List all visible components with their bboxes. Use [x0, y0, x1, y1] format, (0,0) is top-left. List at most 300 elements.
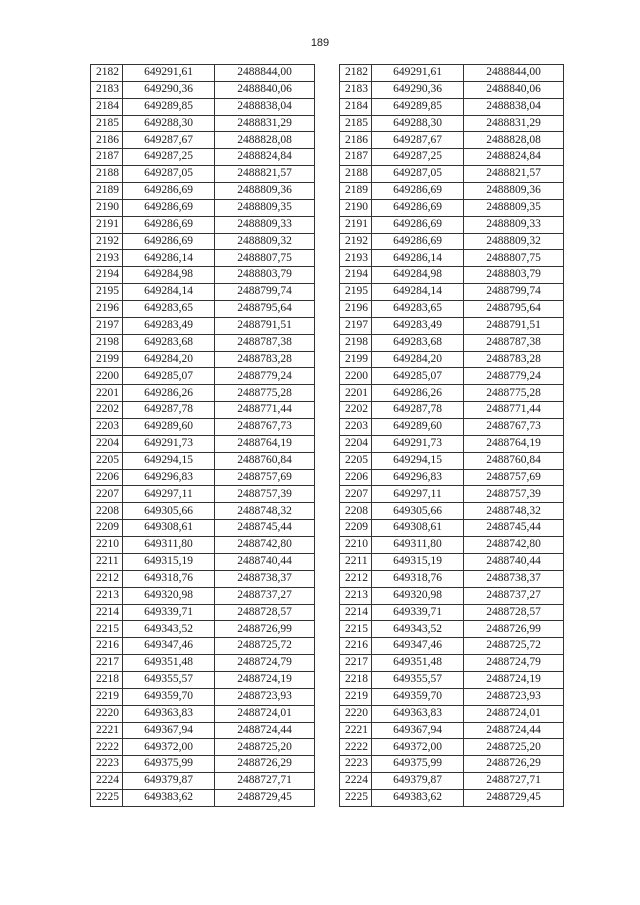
y-coordinate-cell: 2488764,19: [215, 435, 315, 452]
point-number-cell: 2222: [91, 739, 123, 756]
x-coordinate-cell: 649372,00: [123, 739, 215, 756]
x-coordinate-cell: 649296,83: [372, 469, 464, 486]
x-coordinate-cell: 649375,99: [123, 756, 215, 773]
table-row: [91, 469, 315, 486]
point-number-cell: 2205: [340, 452, 372, 469]
table-row: [340, 65, 564, 82]
y-coordinate-cell: 2488737,27: [215, 587, 315, 604]
y-coordinate-cell: 2488742,80: [215, 537, 315, 554]
x-coordinate-cell: 649297,11: [123, 486, 215, 503]
y-coordinate-cell: 2488799,74: [215, 284, 315, 301]
y-coordinate-cell: 2488803,79: [464, 267, 564, 284]
point-number-cell: 2212: [340, 570, 372, 587]
point-number-cell: 2196: [91, 301, 123, 318]
table-row: [340, 317, 564, 334]
table-row: [91, 334, 315, 351]
x-coordinate-cell: 649286,69: [123, 199, 215, 216]
x-coordinate-cell: 649363,83: [372, 705, 464, 722]
y-coordinate-cell: 2488803,79: [215, 267, 315, 284]
point-number-cell: 2185: [91, 115, 123, 132]
y-coordinate-cell: 2488723,93: [215, 688, 315, 705]
point-number-cell: 2210: [91, 537, 123, 554]
x-coordinate-cell: 649287,67: [372, 132, 464, 149]
point-number-cell: 2184: [91, 98, 123, 115]
point-number-cell: 2221: [340, 722, 372, 739]
x-coordinate-cell: 649284,98: [123, 267, 215, 284]
y-coordinate-cell: 2488726,29: [464, 756, 564, 773]
point-number-cell: 2221: [91, 722, 123, 739]
x-coordinate-cell: 649284,20: [372, 351, 464, 368]
y-coordinate-cell: 2488757,39: [215, 486, 315, 503]
y-coordinate-cell: 2488724,01: [464, 705, 564, 722]
table-row: [91, 773, 315, 790]
x-coordinate-cell: 649285,07: [123, 368, 215, 385]
x-coordinate-cell: 649318,76: [372, 570, 464, 587]
point-number-cell: 2182: [340, 65, 372, 82]
point-number-cell: 2215: [91, 621, 123, 638]
y-coordinate-cell: 2488738,37: [464, 570, 564, 587]
table-row: [340, 419, 564, 436]
point-number-cell: 2214: [340, 604, 372, 621]
table-row: [91, 722, 315, 739]
table-row: [340, 688, 564, 705]
y-coordinate-cell: 2488757,69: [215, 469, 315, 486]
x-coordinate-cell: 649355,57: [372, 671, 464, 688]
table-row: [340, 435, 564, 452]
point-number-cell: 2219: [91, 688, 123, 705]
y-coordinate-cell: 2488783,28: [215, 351, 315, 368]
x-coordinate-cell: 649318,76: [123, 570, 215, 587]
y-coordinate-cell: 2488828,08: [215, 132, 315, 149]
x-coordinate-cell: 649294,15: [372, 452, 464, 469]
x-coordinate-cell: 649286,26: [123, 385, 215, 402]
point-number-cell: 2187: [91, 149, 123, 166]
x-coordinate-cell: 649290,36: [372, 81, 464, 98]
point-number-cell: 2207: [91, 486, 123, 503]
point-number-cell: 2195: [91, 284, 123, 301]
table-row: [91, 284, 315, 301]
x-coordinate-cell: 649351,48: [372, 655, 464, 672]
y-coordinate-cell: 2488828,08: [464, 132, 564, 149]
table-row: [91, 705, 315, 722]
table-row: [340, 570, 564, 587]
point-number-cell: 2224: [340, 773, 372, 790]
table-row: [91, 621, 315, 638]
y-coordinate-cell: 2488757,39: [464, 486, 564, 503]
y-coordinate-cell: 2488740,44: [464, 553, 564, 570]
point-number-cell: 2203: [91, 419, 123, 436]
point-number-cell: 2207: [340, 486, 372, 503]
y-coordinate-cell: 2488724,79: [215, 655, 315, 672]
x-coordinate-cell: 649297,11: [372, 486, 464, 503]
page-number: 189: [310, 37, 330, 49]
x-coordinate-cell: 649347,46: [372, 638, 464, 655]
x-coordinate-cell: 649291,73: [372, 435, 464, 452]
point-number-cell: 2200: [340, 368, 372, 385]
point-number-cell: 2192: [91, 233, 123, 250]
x-coordinate-cell: 649305,66: [372, 503, 464, 520]
point-number-cell: 2211: [340, 553, 372, 570]
coordinates-table-right: [339, 64, 564, 807]
point-number-cell: 2213: [340, 587, 372, 604]
point-number-cell: 2193: [340, 250, 372, 267]
y-coordinate-cell: 2488795,64: [215, 301, 315, 318]
x-coordinate-cell: 649287,05: [123, 166, 215, 183]
y-coordinate-cell: 2488738,37: [215, 570, 315, 587]
point-number-cell: 2206: [340, 469, 372, 486]
y-coordinate-cell: 2488737,27: [464, 587, 564, 604]
x-coordinate-cell: 649286,69: [123, 183, 215, 200]
x-coordinate-cell: 649315,19: [123, 553, 215, 570]
point-number-cell: 2198: [340, 334, 372, 351]
x-coordinate-cell: 649286,69: [372, 216, 464, 233]
table-row: [340, 250, 564, 267]
x-coordinate-cell: 649289,85: [372, 98, 464, 115]
x-coordinate-cell: 649286,26: [372, 385, 464, 402]
point-number-cell: 2190: [340, 199, 372, 216]
x-coordinate-cell: 649308,61: [123, 520, 215, 537]
point-number-cell: 2206: [91, 469, 123, 486]
point-number-cell: 2216: [91, 638, 123, 655]
table-row: [340, 486, 564, 503]
point-number-cell: 2191: [91, 216, 123, 233]
table-row: [340, 233, 564, 250]
point-number-cell: 2224: [91, 773, 123, 790]
x-coordinate-cell: 649287,78: [372, 402, 464, 419]
table-row: [340, 722, 564, 739]
table-row: [91, 604, 315, 621]
x-coordinate-cell: 649287,25: [372, 149, 464, 166]
y-coordinate-cell: 2488724,19: [215, 671, 315, 688]
point-number-cell: 2215: [340, 621, 372, 638]
point-number-cell: 2218: [91, 671, 123, 688]
x-coordinate-cell: 649343,52: [372, 621, 464, 638]
table-row: [91, 739, 315, 756]
table-row: [91, 216, 315, 233]
table-row: [91, 317, 315, 334]
point-number-cell: 2218: [340, 671, 372, 688]
y-coordinate-cell: 2488748,32: [215, 503, 315, 520]
y-coordinate-cell: 2488767,73: [464, 419, 564, 436]
y-coordinate-cell: 2488791,51: [215, 317, 315, 334]
y-coordinate-cell: 2488809,36: [215, 183, 315, 200]
y-coordinate-cell: 2488724,79: [464, 655, 564, 672]
table-row: [91, 520, 315, 537]
x-coordinate-cell: 649286,69: [372, 233, 464, 250]
y-coordinate-cell: 2488725,72: [464, 638, 564, 655]
y-coordinate-cell: 2488728,57: [464, 604, 564, 621]
table-row: [340, 503, 564, 520]
x-coordinate-cell: 649286,69: [123, 233, 215, 250]
table-row: [340, 385, 564, 402]
point-number-cell: 2186: [91, 132, 123, 149]
point-number-cell: 2194: [340, 267, 372, 284]
x-coordinate-cell: 649351,48: [123, 655, 215, 672]
y-coordinate-cell: 2488771,44: [464, 402, 564, 419]
y-coordinate-cell: 2488725,20: [464, 739, 564, 756]
x-coordinate-cell: 649315,19: [372, 553, 464, 570]
table-row: [340, 166, 564, 183]
table-row: [91, 486, 315, 503]
table-row: [91, 183, 315, 200]
y-coordinate-cell: 2488844,00: [464, 65, 564, 82]
x-coordinate-cell: 649383,62: [123, 789, 215, 806]
table-row: [91, 435, 315, 452]
table-row: [340, 199, 564, 216]
x-coordinate-cell: 649379,87: [372, 773, 464, 790]
table-row: [340, 216, 564, 233]
y-coordinate-cell: 2488809,32: [215, 233, 315, 250]
y-coordinate-cell: 2488838,04: [215, 98, 315, 115]
table-row: [91, 587, 315, 604]
table-row: [91, 301, 315, 318]
point-number-cell: 2200: [91, 368, 123, 385]
point-number-cell: 2220: [91, 705, 123, 722]
table-row: [91, 503, 315, 520]
x-coordinate-cell: 649311,80: [123, 537, 215, 554]
point-number-cell: 2202: [91, 402, 123, 419]
x-coordinate-cell: 649289,85: [123, 98, 215, 115]
table-row: [91, 553, 315, 570]
point-number-cell: 2222: [340, 739, 372, 756]
point-number-cell: 2210: [340, 537, 372, 554]
y-coordinate-cell: 2488725,72: [215, 638, 315, 655]
table-row: [91, 655, 315, 672]
point-number-cell: 2223: [91, 756, 123, 773]
y-coordinate-cell: 2488724,44: [215, 722, 315, 739]
y-coordinate-cell: 2488729,45: [215, 789, 315, 806]
point-number-cell: 2212: [91, 570, 123, 587]
point-number-cell: 2187: [340, 149, 372, 166]
y-coordinate-cell: 2488783,28: [464, 351, 564, 368]
table-row: [91, 81, 315, 98]
table-row: [340, 553, 564, 570]
table-row: [340, 773, 564, 790]
y-coordinate-cell: 2488795,64: [464, 301, 564, 318]
point-number-cell: 2201: [340, 385, 372, 402]
point-number-cell: 2186: [340, 132, 372, 149]
x-coordinate-cell: 649283,49: [123, 317, 215, 334]
table-row: [91, 385, 315, 402]
x-coordinate-cell: 649339,71: [372, 604, 464, 621]
table-row: [340, 452, 564, 469]
y-coordinate-cell: 2488745,44: [215, 520, 315, 537]
point-number-cell: 2191: [340, 216, 372, 233]
point-number-cell: 2185: [340, 115, 372, 132]
x-coordinate-cell: 649284,98: [372, 267, 464, 284]
point-number-cell: 2192: [340, 233, 372, 250]
x-coordinate-cell: 649283,65: [372, 301, 464, 318]
point-number-cell: 2213: [91, 587, 123, 604]
table-row: [340, 604, 564, 621]
x-coordinate-cell: 649288,30: [123, 115, 215, 132]
y-coordinate-cell: 2488809,33: [464, 216, 564, 233]
x-coordinate-cell: 649289,60: [123, 419, 215, 436]
table-row: [340, 756, 564, 773]
table-row: [91, 368, 315, 385]
x-coordinate-cell: 649290,36: [123, 81, 215, 98]
x-coordinate-cell: 649383,62: [372, 789, 464, 806]
table-row: [91, 166, 315, 183]
point-number-cell: 2194: [91, 267, 123, 284]
point-number-cell: 2195: [340, 284, 372, 301]
point-number-cell: 2220: [340, 705, 372, 722]
table-row: [91, 351, 315, 368]
y-coordinate-cell: 2488726,99: [215, 621, 315, 638]
point-number-cell: 2197: [91, 317, 123, 334]
table-row: [340, 149, 564, 166]
x-coordinate-cell: 649339,71: [123, 604, 215, 621]
y-coordinate-cell: 2488824,84: [215, 149, 315, 166]
y-coordinate-cell: 2488791,51: [464, 317, 564, 334]
table-row: [91, 149, 315, 166]
table-row: [91, 570, 315, 587]
y-coordinate-cell: 2488809,35: [215, 199, 315, 216]
point-number-cell: 2183: [91, 81, 123, 98]
y-coordinate-cell: 2488771,44: [215, 402, 315, 419]
y-coordinate-cell: 2488745,44: [464, 520, 564, 537]
point-number-cell: 2196: [340, 301, 372, 318]
table-row: [91, 688, 315, 705]
point-number-cell: 2201: [91, 385, 123, 402]
x-coordinate-cell: 649285,07: [372, 368, 464, 385]
point-number-cell: 2217: [340, 655, 372, 672]
point-number-cell: 2193: [91, 250, 123, 267]
y-coordinate-cell: 2488727,71: [464, 773, 564, 790]
point-number-cell: 2211: [91, 553, 123, 570]
y-coordinate-cell: 2488757,69: [464, 469, 564, 486]
table-row: [91, 671, 315, 688]
y-coordinate-cell: 2488779,24: [215, 368, 315, 385]
y-coordinate-cell: 2488726,99: [464, 621, 564, 638]
y-coordinate-cell: 2488760,84: [464, 452, 564, 469]
point-number-cell: 2189: [340, 183, 372, 200]
y-coordinate-cell: 2488840,06: [215, 81, 315, 98]
table-row: [91, 756, 315, 773]
point-number-cell: 2209: [340, 520, 372, 537]
point-number-cell: 2204: [91, 435, 123, 452]
x-coordinate-cell: 649284,14: [123, 284, 215, 301]
point-number-cell: 2216: [340, 638, 372, 655]
table-row: [91, 452, 315, 469]
point-number-cell: 2223: [340, 756, 372, 773]
x-coordinate-cell: 649296,83: [123, 469, 215, 486]
x-coordinate-cell: 649305,66: [123, 503, 215, 520]
y-coordinate-cell: 2488838,04: [464, 98, 564, 115]
x-coordinate-cell: 649289,60: [372, 419, 464, 436]
y-coordinate-cell: 2488727,71: [215, 773, 315, 790]
y-coordinate-cell: 2488775,28: [215, 385, 315, 402]
point-number-cell: 2214: [91, 604, 123, 621]
point-number-cell: 2189: [91, 183, 123, 200]
y-coordinate-cell: 2488844,00: [215, 65, 315, 82]
x-coordinate-cell: 649359,70: [372, 688, 464, 705]
point-number-cell: 2202: [340, 402, 372, 419]
y-coordinate-cell: 2488742,80: [464, 537, 564, 554]
y-coordinate-cell: 2488725,20: [215, 739, 315, 756]
table-row: [91, 115, 315, 132]
x-coordinate-cell: 649355,57: [123, 671, 215, 688]
x-coordinate-cell: 649367,94: [123, 722, 215, 739]
table-row: [340, 587, 564, 604]
table-row: [340, 520, 564, 537]
x-coordinate-cell: 649287,78: [123, 402, 215, 419]
x-coordinate-cell: 649375,99: [372, 756, 464, 773]
x-coordinate-cell: 649284,14: [372, 284, 464, 301]
y-coordinate-cell: 2488831,29: [215, 115, 315, 132]
point-number-cell: 2203: [340, 419, 372, 436]
y-coordinate-cell: 2488728,57: [215, 604, 315, 621]
table-row: [91, 789, 315, 806]
x-coordinate-cell: 649359,70: [123, 688, 215, 705]
point-number-cell: 2208: [91, 503, 123, 520]
point-number-cell: 2183: [340, 81, 372, 98]
x-coordinate-cell: 649294,15: [123, 452, 215, 469]
x-coordinate-cell: 649287,67: [123, 132, 215, 149]
y-coordinate-cell: 2488767,73: [215, 419, 315, 436]
x-coordinate-cell: 649286,69: [372, 183, 464, 200]
table-row: [91, 132, 315, 149]
x-coordinate-cell: 649291,61: [123, 65, 215, 82]
point-number-cell: 2188: [340, 166, 372, 183]
point-number-cell: 2199: [91, 351, 123, 368]
y-coordinate-cell: 2488807,75: [464, 250, 564, 267]
point-number-cell: 2209: [91, 520, 123, 537]
table-row: [340, 267, 564, 284]
y-coordinate-cell: 2488787,38: [215, 334, 315, 351]
x-coordinate-cell: 649286,14: [123, 250, 215, 267]
x-coordinate-cell: 649367,94: [372, 722, 464, 739]
y-coordinate-cell: 2488764,19: [464, 435, 564, 452]
table-row: [340, 469, 564, 486]
x-coordinate-cell: 649347,46: [123, 638, 215, 655]
point-number-cell: 2204: [340, 435, 372, 452]
y-coordinate-cell: 2488807,75: [215, 250, 315, 267]
y-coordinate-cell: 2488740,44: [215, 553, 315, 570]
x-coordinate-cell: 649363,83: [123, 705, 215, 722]
table-row: [340, 132, 564, 149]
table-row: [340, 115, 564, 132]
y-coordinate-cell: 2488799,74: [464, 284, 564, 301]
y-coordinate-cell: 2488840,06: [464, 81, 564, 98]
y-coordinate-cell: 2488809,32: [464, 233, 564, 250]
y-coordinate-cell: 2488779,24: [464, 368, 564, 385]
y-coordinate-cell: 2488723,93: [464, 688, 564, 705]
y-coordinate-cell: 2488760,84: [215, 452, 315, 469]
table-row: [91, 267, 315, 284]
y-coordinate-cell: 2488724,01: [215, 705, 315, 722]
y-coordinate-cell: 2488809,35: [464, 199, 564, 216]
table-row: [91, 233, 315, 250]
point-number-cell: 2225: [91, 789, 123, 806]
point-number-cell: 2198: [91, 334, 123, 351]
y-coordinate-cell: 2488748,32: [464, 503, 564, 520]
table-row: [91, 537, 315, 554]
table-row: [340, 402, 564, 419]
y-coordinate-cell: 2488724,44: [464, 722, 564, 739]
table-row: [340, 334, 564, 351]
point-number-cell: 2190: [91, 199, 123, 216]
y-coordinate-cell: 2488726,29: [215, 756, 315, 773]
point-number-cell: 2205: [91, 452, 123, 469]
x-coordinate-cell: 649283,49: [372, 317, 464, 334]
point-number-cell: 2208: [340, 503, 372, 520]
table-row: [340, 638, 564, 655]
y-coordinate-cell: 2488821,57: [464, 166, 564, 183]
table-row: [340, 98, 564, 115]
point-number-cell: 2199: [340, 351, 372, 368]
x-coordinate-cell: 649291,73: [123, 435, 215, 452]
